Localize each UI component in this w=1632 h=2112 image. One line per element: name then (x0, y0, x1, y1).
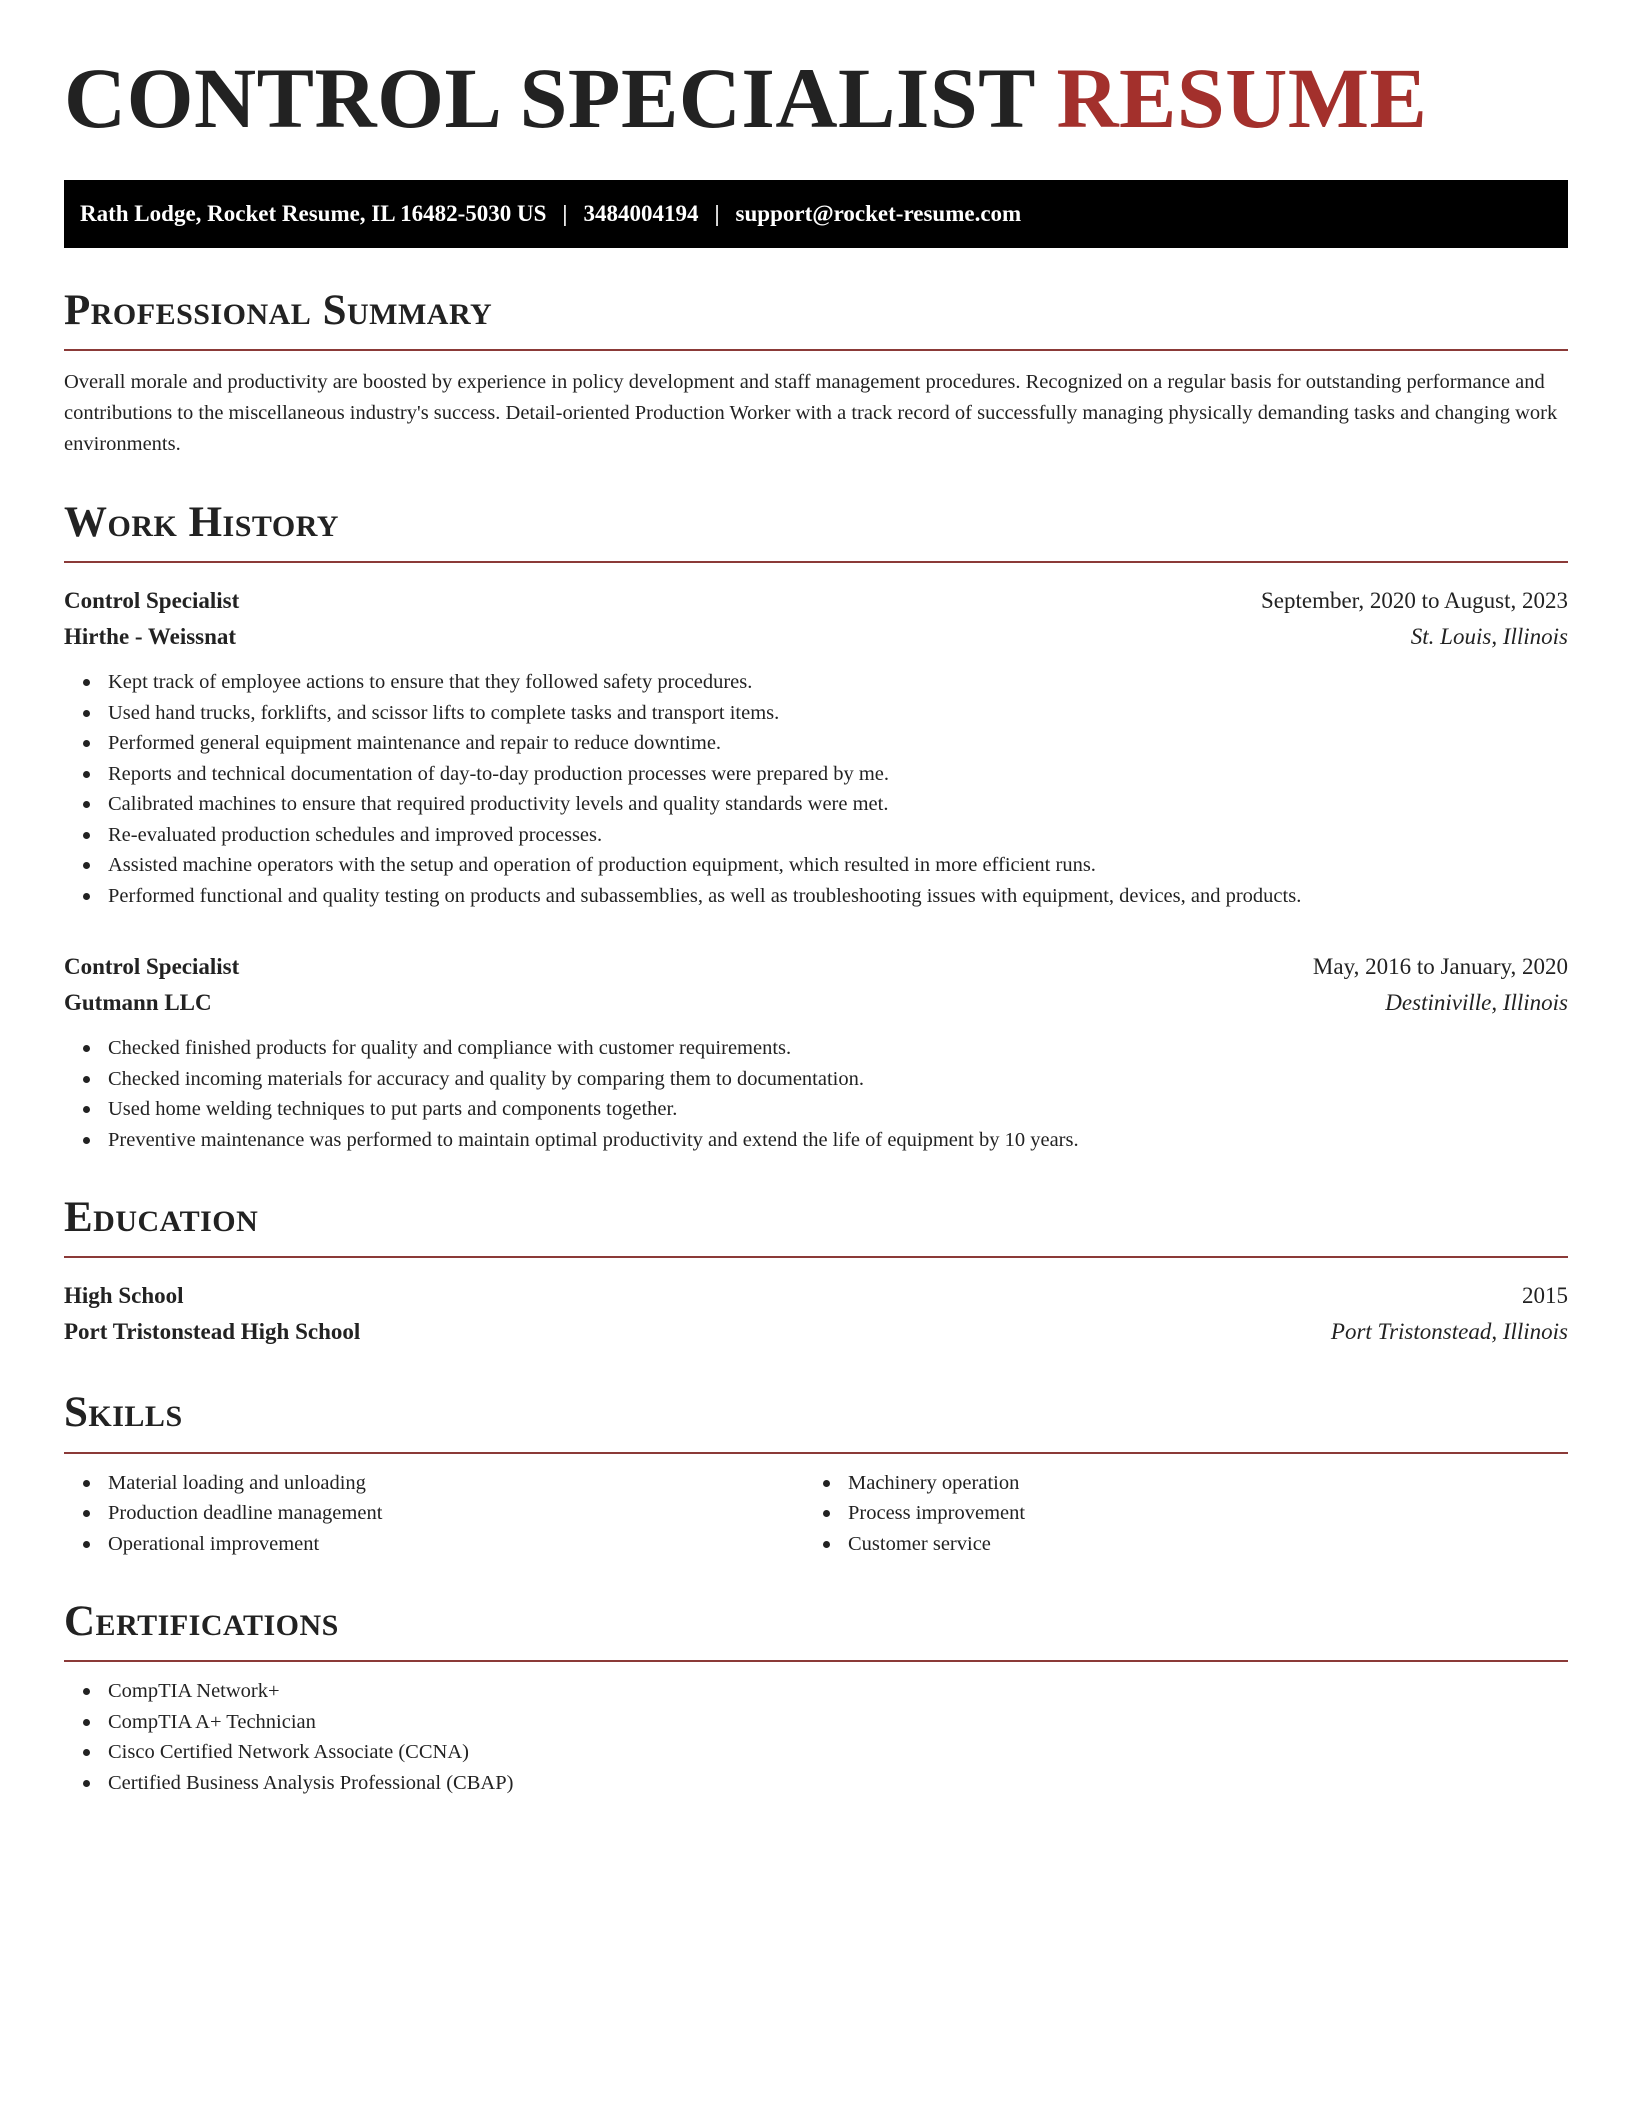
job-location: St. Louis, Illinois (1410, 624, 1568, 650)
job-entry (64, 583, 1568, 911)
certification-item: Cisco Certified Network Associate (CCNA) (64, 1737, 1568, 1768)
job-duty: Calibrated machines to ensure that required productivity levels and quality standards were met. (64, 789, 1568, 820)
job-duties-list (64, 667, 1568, 911)
education-school-row (64, 1314, 1568, 1350)
skill-item: Process improvement (804, 1498, 1544, 1529)
contact-separator: | (562, 201, 568, 226)
job-duty: Checked finished products for quality and compliance with customer requirements. (64, 1033, 1568, 1064)
contact-separator: | (714, 201, 720, 226)
job-duties-list (64, 1033, 1568, 1155)
job-dates: September, 2020 to August, 2023 (1260, 588, 1568, 614)
education-degree: High School (64, 1283, 184, 1309)
skill-item: Material loading and unloading (64, 1468, 804, 1499)
title-main: CONTROL SPECIALIST (64, 50, 1035, 146)
job-title: Control Specialist (64, 588, 240, 614)
section-heading-skills: Skills (64, 1390, 1568, 1453)
certification-item: CompTIA A+ Technician (64, 1707, 1568, 1738)
certifications-section (64, 1599, 1568, 1798)
certifications-list (64, 1676, 1568, 1798)
section-heading-certifications: Certifications (64, 1599, 1568, 1662)
contact-address: Rath Lodge, Rocket Resume, IL 16482-5030 US (80, 201, 547, 226)
skills-section (64, 1390, 1568, 1559)
resume-title (64, 50, 1568, 146)
skill-item: Production deadline management (64, 1498, 804, 1529)
title-accent: RESUME (1056, 50, 1428, 146)
section-heading-work-history: Work History (64, 500, 1568, 563)
education-location: Port Tristonstead, Illinois (1330, 1319, 1568, 1345)
job-duty: Used hand trucks, forklifts, and scissor lifts to complete tasks and transport items. (64, 698, 1568, 729)
job-title: Control Specialist (64, 954, 240, 980)
job-duty: Checked incoming materials for accuracy and quality by comparing them to documentation. (64, 1064, 1568, 1095)
job-header-row (64, 583, 1568, 619)
job-company-row (64, 619, 1568, 655)
job-duty: Reports and technical documentation of day-to-day production processes were prepared by me. (64, 759, 1568, 790)
section-heading-education: Education (64, 1195, 1568, 1258)
education-school: Port Tristonstead High School (64, 1319, 361, 1345)
job-company-row (64, 985, 1568, 1021)
job-company: Hirthe - Weissnat (64, 624, 237, 650)
job-duty: Used home welding techniques to put parts and components together. (64, 1094, 1568, 1125)
job-location: Destiniville, Illinois (1385, 990, 1568, 1016)
job-company: Gutmann LLC (64, 990, 212, 1016)
skills-list-left (64, 1468, 804, 1560)
skills-list-right (804, 1468, 1544, 1560)
skill-item: Customer service (804, 1529, 1544, 1560)
job-duty: Performed general equipment maintenance and repair to reduce downtime. (64, 728, 1568, 759)
job-duty: Assisted machine operators with the setup and operation of production equipment, which resulted in more efficient runs. (64, 850, 1568, 881)
work-history-section (64, 500, 1568, 1155)
skill-item: Machinery operation (804, 1468, 1544, 1499)
certification-item: Certified Business Analysis Professional (CBAP) (64, 1768, 1568, 1799)
education-header-row (64, 1278, 1568, 1314)
job-duty: Performed functional and quality testing on products and subassemblies, as well as troubleshooting issues with equipment, devices, and products. (64, 881, 1568, 912)
job-duty: Re-evaluated production schedules and improved processes. (64, 820, 1568, 851)
education-entry (64, 1278, 1568, 1350)
job-entry (64, 949, 1568, 1155)
job-dates: May, 2016 to January, 2020 (1312, 954, 1568, 980)
summary-text: Overall morale and productivity are boosted by experience in policy development and staff management procedures. Recognized on a regular basis for outstanding performance and contributions to the miscellaneous industry's success. Detail-oriented Production Worker with a track record of successfully managing physically demanding tasks and changing work environments. (64, 371, 1558, 456)
contact-bar (64, 180, 1568, 248)
education-year: 2015 (1522, 1283, 1568, 1309)
education-section (64, 1195, 1568, 1350)
contact-email: support@rocket-resume.com (735, 201, 1022, 226)
certification-item: CompTIA Network+ (64, 1676, 1568, 1707)
job-duty: Preventive maintenance was performed to maintain optimal productivity and extend the life of equipment by 10 years. (64, 1125, 1568, 1156)
job-duty: Kept track of employee actions to ensure that they followed safety procedures. (64, 667, 1568, 698)
skills-columns (64, 1468, 1568, 1560)
section-heading-summary: Professional Summary (64, 288, 1568, 351)
summary-section (64, 288, 1568, 460)
contact-phone: 3484004194 (583, 201, 699, 226)
skill-item: Operational improvement (64, 1529, 804, 1560)
job-header-row (64, 949, 1568, 985)
